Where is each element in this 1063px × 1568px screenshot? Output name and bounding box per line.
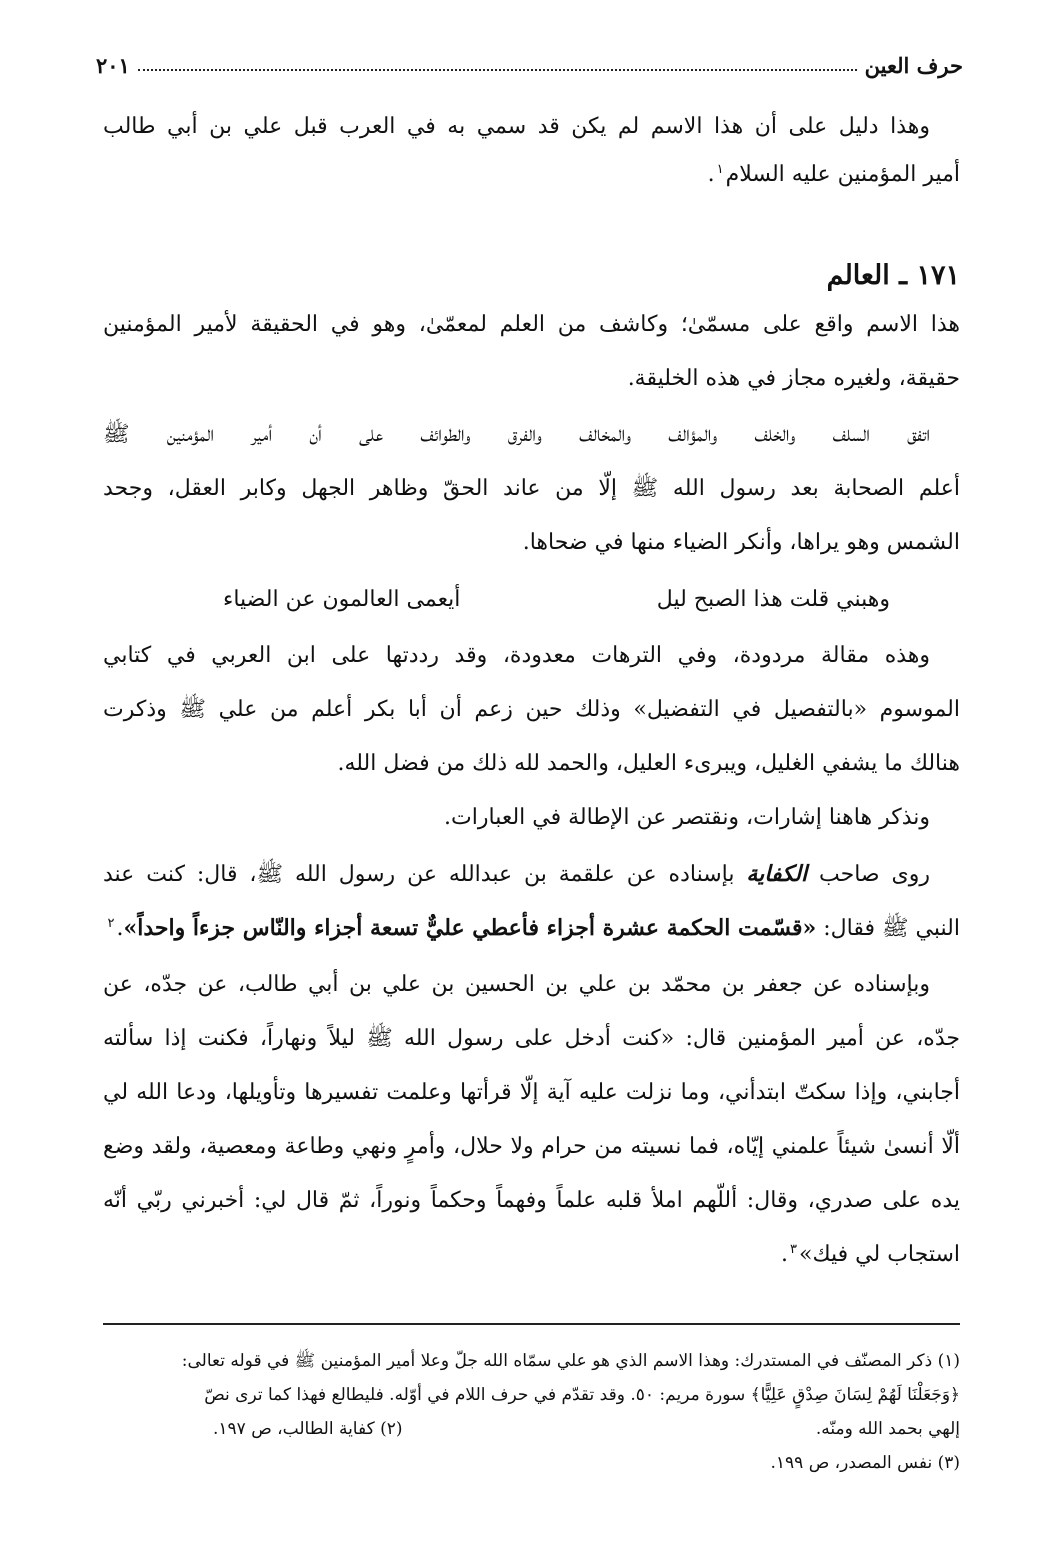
verse-second-hemistich: أيعمى العالمون عن الضياء	[223, 587, 461, 612]
header-leader-dots	[138, 69, 857, 71]
text-line: النبي ﷺ فقال: «قسّمت الحكمة عشرة أجزاء فأعطي عليٌّ تسعة أجزاء والنّاس جزءاً واحداً».$^٢$	[107, 915, 960, 941]
verse-first-hemistich: وهبني قلت هذا الصبح ليل	[656, 587, 890, 612]
text-line: الشمس وهو يراها، وأنكر الضياء منها في ضحاها.	[522, 530, 960, 555]
text-line: جدّه، عن أمير المؤمنين قال: «كنت أدخل على رسول الله ﷺ ليلاً ونهاراً، فكنت إذا سألته	[103, 1026, 960, 1051]
text-line: استجاب لي فيك»$^٣$.	[781, 1241, 960, 1267]
footnote-1: (١) ذكر المصنّف في المستدرك: وهذا الاسم الذي هو علي سمّاه الله جلّ وعلا أمير المؤمنين ﷺ في قوله تعالى:	[181, 1351, 960, 1371]
text-line: اتفق السلف والخلف والمؤالف والمخالف والفرق والطوائف على أن أمير المؤمنين ﷺ	[103, 422, 930, 447]
text-line: هنالك ما يشفي الغليل، ويبرىء العليل، والحمد لله ذلك من فضل الله.	[337, 751, 960, 776]
footnote-divider	[103, 1323, 960, 1325]
chapter-title: حرف العين	[864, 53, 963, 78]
footnote-row	[103, 1413, 960, 1445]
footnote-2: (٢) كفاية الطالب، ص ١٩٧.	[213, 1419, 403, 1439]
text-line: حقيقة، ولغيره مجاز في هذه الخليقة.	[627, 366, 960, 391]
text-line: يده على صدري، وقال: أللّهم املأ قلبه علماً وفهماً وحكماً ونوراً، ثمّ قال لي: أخبرني ربّي أنّه	[103, 1188, 960, 1213]
text-line: وهذا دليل على أن هذا الاسم لم يكن قد سمي به في العرب قبل علي بن أبي طالب	[103, 114, 930, 139]
footnote-ref: ١	[716, 161, 724, 177]
text-line: ونذكر هاهنا إشارات، ونقتصر عن الإطالة في العبارات.	[444, 805, 930, 830]
text-line: أمير المؤمنين عليه السلام$^١$.	[707, 161, 960, 187]
text-line: هذا الاسم واقع على مسمّىٰ؛ وكاشف من العلم لمعمّىٰ، وهو في الحقيقة لأمير المؤمنين	[103, 312, 960, 337]
page-number: ٢٠١	[96, 53, 130, 78]
footnote-3: (٣) نفس المصدر، ص ١٩٩.	[770, 1453, 960, 1473]
footnote-1-cont: ﴿وَجَعَلْنَا لَهُمْ لِسَانَ صِدْقٍ عَلِيًّا﴾ سورة مريم: ٥٠. وقد تقدّم في حرف اللام في أوّله. فليطالع فهذا كما ترى نصّ	[204, 1385, 960, 1405]
text-line: ألّا أنسىٰ شيئاً علمني إيّاه، فما نسيته من حرام ولا حلال، وأمرٍ ونهي وطاعة ومعصية، ولقد وضع	[103, 1134, 960, 1159]
book-title: الكفاية	[746, 861, 808, 887]
hadith-quote: «قسّمت الحكمة عشرة أجزاء فأعطي عليٌّ تسعة أجزاء والنّاس جزءاً واحداً»	[123, 915, 817, 941]
footnote-ref: ٣	[790, 1241, 798, 1257]
footnote-ref: ٢	[107, 915, 115, 931]
verse-line	[103, 578, 960, 622]
section-heading: ١٧١ ـ العالم	[826, 260, 960, 291]
text-line: أجابني، وإذا سكتّ ابتدأني، وما نزلت عليه آية إلّا قرأتها وعلمت تفسيرها وتأويلها، ودعا الله لي	[103, 1080, 960, 1105]
text-line: وبإسناده عن جعفر بن محمّد بن علي بن الحسين بن علي بن أبي طالب، عن جدّه، عن	[103, 972, 930, 997]
text-line: روى صاحب الكفاية بإسناده عن علقمة بن عبدالله عن رسول الله ﷺ، قال: كنت عند	[103, 861, 930, 887]
footnote-1-end: إلهي بحمد الله ومنّه.	[815, 1419, 960, 1439]
text-line: وهذه مقالة مردودة، وفي الترهات معدودة، وقد رددتها على ابن العربي في كتابي	[103, 643, 930, 668]
text-line: أعلم الصحابة بعد رسول الله ﷺ إلّا من عاند الحقّ وظاهر الجهل وكابر العقل، وجحد	[103, 476, 960, 501]
running-header	[96, 38, 963, 78]
text-line: الموسوم «بالتفصيل في التفضيل» وذلك حين زعم أن أبا بكر أعلم من علي ﷺ وذكرت	[103, 697, 960, 722]
